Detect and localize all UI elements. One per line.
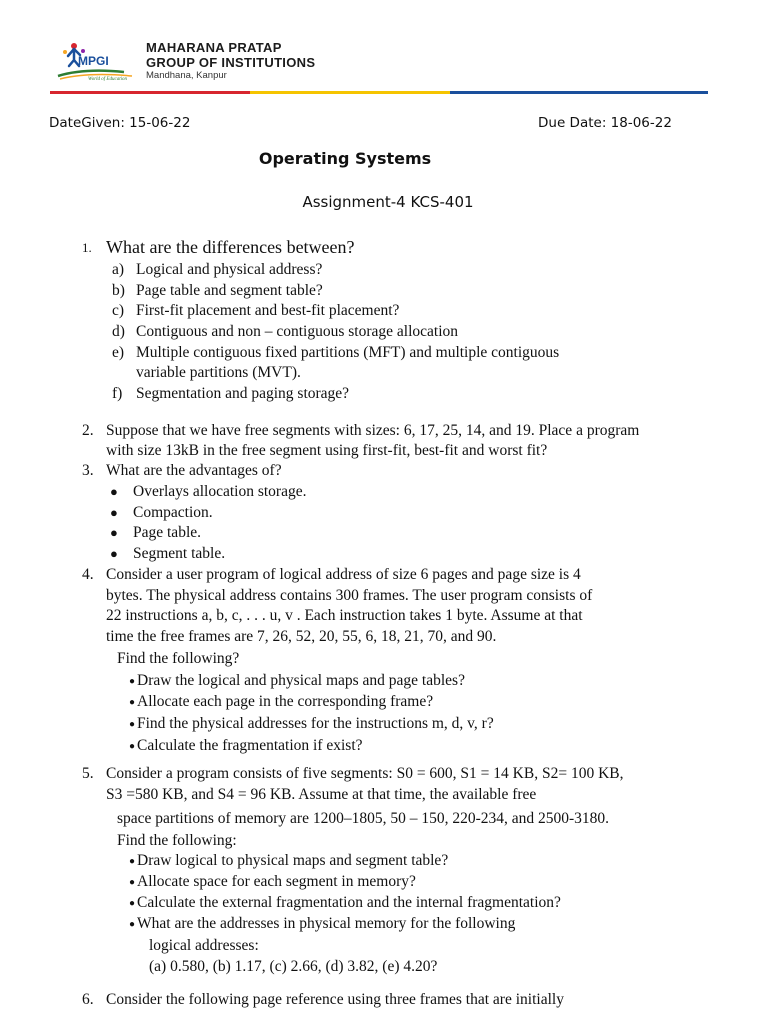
due-date: Due Date: 18-06-22 [538, 115, 672, 131]
q1-number: 1. [82, 240, 92, 255]
q5-bullet: What are the addresses in physical memory for the following [137, 915, 516, 932]
org-line-1: MAHARANA PRATAP [146, 40, 282, 55]
q1-item-text: Multiple contiguous fixed partitions (MFT) and multiple contiguous [136, 344, 560, 361]
q2-text-cont: with size 13kB in the free segment using first-fit, best-fit and worst fit? [106, 442, 548, 459]
svg-text:World of Education: World of Education [88, 77, 127, 82]
mpgi-logo [54, 38, 140, 82]
q1-item-text: Segmentation and paging storage? [136, 385, 350, 402]
q5-text-cont: space partitions of memory are 1200–1805, 50 – 150, 220-234, and 2500-3180. [117, 810, 610, 827]
q6-text: Consider the following page reference using three frames that are initially [106, 991, 564, 1008]
org-line-2: GROUP OF INSTITUTIONS [146, 55, 316, 70]
q3-text: What are the advantages of? [106, 462, 282, 479]
q4-find: Find the following? [117, 650, 240, 667]
q4-text-cont: 22 instructions a, b, c, . . . u, v . Each instruction takes 1 byte. Assume at that [106, 607, 583, 624]
color-rule-yellow [250, 91, 450, 94]
q4-text-cont: bytes. The physical address contains 300 frames. The user program consists of [106, 587, 593, 604]
q3-bullet: Page table. [133, 524, 202, 541]
q3-bullet: Segment table. [133, 545, 226, 562]
q4-bullet: Find the physical addresses for the instructions m, d, v, r? [137, 715, 494, 732]
svg-text:MPGI: MPGI [78, 54, 109, 68]
q1-item-label: a) [112, 261, 125, 278]
page-title: Operating Systems [258, 149, 432, 168]
q1-item-label: e) [112, 344, 125, 361]
q1-item-text: Logical and physical address? [136, 261, 323, 278]
q1-item-label: c) [112, 302, 125, 319]
q2-text: Suppose that we have free segments with sizes: 6, 17, 25, 14, and 19. Place a program [106, 422, 640, 439]
q4-number: 4. [82, 566, 94, 583]
q5-addresses: (a) 0.580, (b) 1.17, (c) 2.66, (d) 3.82, (e) 4.20? [149, 958, 438, 975]
q4-bullet: Draw the logical and physical maps and page tables? [137, 672, 465, 689]
bullet-icon: ● [129, 719, 136, 730]
q1-item-label: b) [112, 282, 125, 299]
q4-text-cont: time the free frames are 7, 26, 52, 20, 55, 6, 18, 21, 70, and 90. [106, 628, 497, 645]
q4-bullet: Calculate the fragmentation if exist? [137, 737, 363, 754]
letterhead [0, 0, 768, 96]
q1-item-text-cont: variable partitions (MVT). [136, 364, 301, 381]
q4-bullet: Allocate each page in the corresponding frame? [137, 693, 434, 710]
bullet-icon: ● [129, 877, 136, 888]
bullet-icon: ● [110, 484, 118, 499]
q5-find: Find the following: [117, 832, 237, 849]
q1-item-label: d) [112, 323, 125, 340]
q1-item-text: First-fit placement and best-fit placement? [136, 302, 400, 319]
date-given: DateGiven: 15-06-22 [49, 115, 191, 131]
bullet-icon: ● [110, 546, 118, 561]
q3-number: 3. [82, 462, 94, 479]
bullet-icon: ● [129, 697, 136, 708]
q5-number: 5. [82, 765, 94, 782]
bullet-icon: ● [129, 919, 136, 930]
bullet-icon: ● [110, 505, 118, 520]
q5-bullet: Draw logical to physical maps and segment table? [137, 852, 449, 869]
assignment-subtitle: Assignment-4 KCS-401 [302, 193, 474, 211]
institution-name [146, 40, 315, 82]
q5-bullet-cont: logical addresses: [149, 937, 259, 954]
q3-bullet: Overlays allocation storage. [133, 483, 307, 500]
q1-item-label: f) [112, 385, 123, 402]
q5-text: Consider a program consists of five segments: S0 = 600, S1 = 14 KB, S2= 100 KB, [106, 765, 624, 782]
bullet-icon: ● [129, 856, 136, 867]
bullet-icon: ● [129, 676, 136, 687]
q5-bullet: Calculate the external fragmentation and the internal fragmentation? [137, 894, 561, 911]
q6-number: 6. [82, 991, 94, 1008]
q1-text: What are the differences between? [106, 237, 355, 257]
q5-bullet: Allocate space for each segment in memory? [137, 873, 416, 890]
org-location: Mandhana, Kanpur [146, 70, 227, 81]
q1-item-text: Page table and segment table? [136, 282, 323, 299]
q3-bullet: Compaction. [133, 504, 213, 521]
q2-number: 2. [82, 422, 94, 439]
bullet-icon: ● [110, 525, 118, 540]
q4-text: Consider a user program of logical address of size 6 pages and page size is 4 [106, 566, 581, 583]
bullet-icon: ● [129, 898, 136, 909]
bullet-icon: ● [129, 741, 136, 752]
color-rule-blue [450, 91, 708, 94]
color-rule-red [50, 91, 250, 94]
q1-item-text: Contiguous and non – contiguous storage allocation [136, 323, 459, 340]
q5-text-cont: S3 =580 KB, and S4 = 96 KB. Assume at that time, the available free [106, 786, 537, 803]
